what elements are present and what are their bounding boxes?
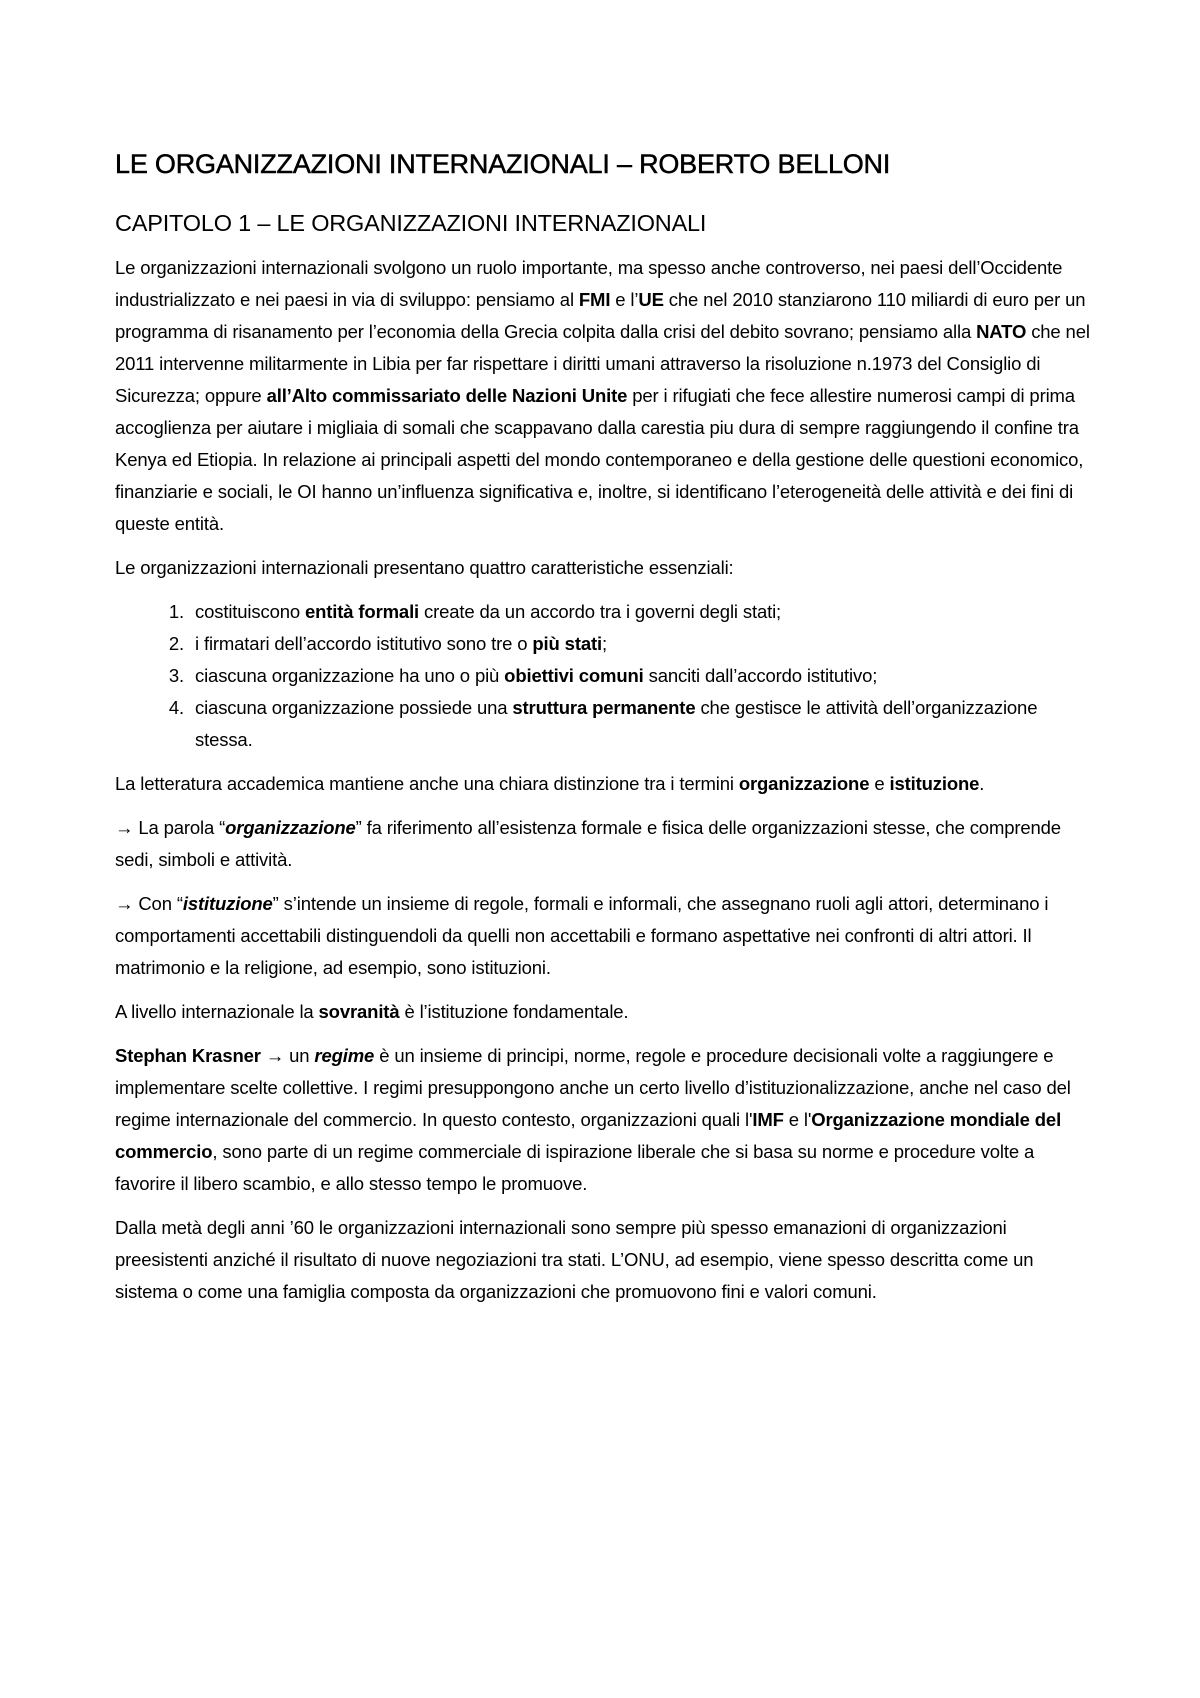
bold-term: istituzione	[889, 773, 980, 795]
list-item	[189, 596, 1095, 628]
text-run: .	[979, 773, 985, 795]
bold-term: struttura permanente	[512, 697, 696, 719]
text-run: costituiscono	[195, 601, 305, 623]
chapter-heading: CAPITOLO 1 – LE ORGANIZZAZIONI INTERNAZIONALI	[115, 209, 707, 236]
paragraph-onu-system: Dalla metà degli anni ’60 le organizzazioni internazionali sono sempre più spesso emanazioni di organizzazioni preesistenti anziché il risultato di nuove negoziazioni tra stati. L’ONU, ad esempio, viene spesso descritta come un sistema o come una famiglia composta da organizzazioni che promuovono fini e valori comuni.	[115, 1217, 1034, 1303]
bold-italic-term: organizzazione	[225, 817, 356, 839]
text-run: La parola “	[133, 817, 226, 839]
bold-term: obiettivi comuni	[504, 665, 644, 687]
bold-term: entità formali	[304, 601, 420, 623]
text-run: , sono parte di un regime commerciale di ispirazione liberale che si basa su norme e procedure volte a favorire il libero scambio, e allo stesso tempo le promuove.	[115, 1141, 1035, 1195]
text-run: che nel 2011 intervenne militarmente in Libia per far rispettare i diritti umani attraverso la risoluzione n.1973 del Consiglio di Sicurezza; oppure	[115, 321, 1090, 407]
bold-term: IMF	[752, 1109, 784, 1131]
document-page	[115, 148, 1095, 1320]
bold-term: più stati	[532, 633, 602, 655]
bold-term: organizzazione	[738, 773, 870, 795]
text-run: che gestisce le attività dell’organizzazione stessa.	[195, 697, 1038, 751]
paragraph-intro	[115, 252, 1095, 540]
bold-term: all’Alto commissariato delle Nazioni Unite	[266, 385, 628, 407]
text-run: è un insieme di principi, norme, regole e procedure decisionali volte a raggiungere e implementare scelte collettive. I regimi presuppongono anche un certo livello d’istituzionalizzazione, anche nel caso del regime internazionale del commercio. In questo contesto, organizzazioni quali l'	[115, 1045, 1071, 1131]
bold-term: Stephan Krasner	[115, 1045, 261, 1067]
bold-term: sovranità	[318, 1001, 400, 1023]
text-run: Con “	[133, 893, 183, 915]
list-item	[189, 660, 1095, 692]
bold-italic-term: regime	[314, 1045, 375, 1067]
text-run: La letteratura accademica mantiene anche una chiara distinzione tra i termini	[115, 773, 739, 795]
paragraph-sovranita	[115, 996, 1095, 1028]
text-run: che nel 2010 stanziarono 110 miliardi di euro per un programma di risanamento per l’economia della Grecia colpita dalla crisi del debito sovrano; pensiamo alla	[115, 289, 1086, 343]
bold-term: UE	[638, 289, 664, 311]
text-run: ciascuna organizzazione possiede una	[195, 697, 513, 719]
text-run: ;	[601, 633, 607, 655]
text-run: i firmatari dell’accordo istitutivo sono tre o	[195, 633, 533, 655]
arrow-icon: →	[115, 817, 134, 839]
bold-term: Organizzazione mondiale del commercio	[115, 1109, 1062, 1163]
text-run: per i rifugiati che fece allestire numerosi campi di prima accoglienza per aiutare i migliaia di somali che scappavano dalla carestia piu dura di sempre raggiungendo il confine tra Kenya ed Etiopia. In relazione ai principali aspetti del mondo contemporaneo e della gestione delle questioni economico, finanziarie e sociali, le OI hanno un’influenza significativa e, inoltre, si identificano l’eterogeneità delle attività e dei fini di queste entità.	[115, 385, 1084, 535]
text-run: ciascuna organizzazione ha uno o più	[195, 665, 505, 687]
text-run: e l’	[610, 289, 639, 311]
text-run: sanciti dall’accordo istitutivo;	[643, 665, 878, 687]
text-run: A livello internazionale la	[115, 1001, 319, 1023]
bold-italic-term: istituzione	[182, 893, 273, 915]
text-run: è l’istituzione fondamentale.	[399, 1001, 629, 1023]
list-item	[189, 692, 1095, 756]
text-run: e l'	[783, 1109, 812, 1131]
characteristics-list	[115, 596, 1095, 756]
paragraph-distinction	[115, 768, 1095, 800]
text-run: un	[289, 1045, 315, 1067]
paragraph-istituzione-definition	[115, 888, 1095, 984]
list-item	[189, 628, 1095, 660]
bold-term: FMI	[578, 289, 611, 311]
text-run: Le organizzazioni internazionali svolgono un ruolo importante, ma spesso anche controverso, nei paesi dell’Occidente industrializzato e nei paesi in via di sviluppo: pensiamo al	[115, 257, 1063, 311]
text-run: ” s’intende un insieme di regole, formali e informali, che assegnano ruoli agli attori, determinano i comportamenti accettabili distinguendoli da quelli non accettabili e formano aspettative nei confronti di altri attori. Il matrimonio e la religione, ad esempio, sono istituzioni.	[115, 893, 1049, 979]
arrow-icon: →	[260, 1045, 290, 1067]
document-title: LE ORGANIZZAZIONI INTERNAZIONALI – ROBERTO BELLONI	[115, 149, 891, 179]
bold-term: NATO	[976, 321, 1027, 343]
paragraph-krasner-regime	[115, 1040, 1095, 1200]
arrow-icon: →	[115, 893, 134, 915]
text-run: create da un accordo tra i governi degli stati;	[419, 601, 782, 623]
paragraph-characteristics-intro: Le organizzazioni internazionali presentano quattro caratteristiche essenziali:	[115, 557, 734, 579]
paragraph-organizzazione-definition	[115, 812, 1095, 876]
text-run: ” fa riferimento all’esistenza formale e fisica delle organizzazioni stesse, che comprende sedi, simboli e attività.	[115, 817, 1061, 871]
text-run: e	[869, 773, 890, 795]
